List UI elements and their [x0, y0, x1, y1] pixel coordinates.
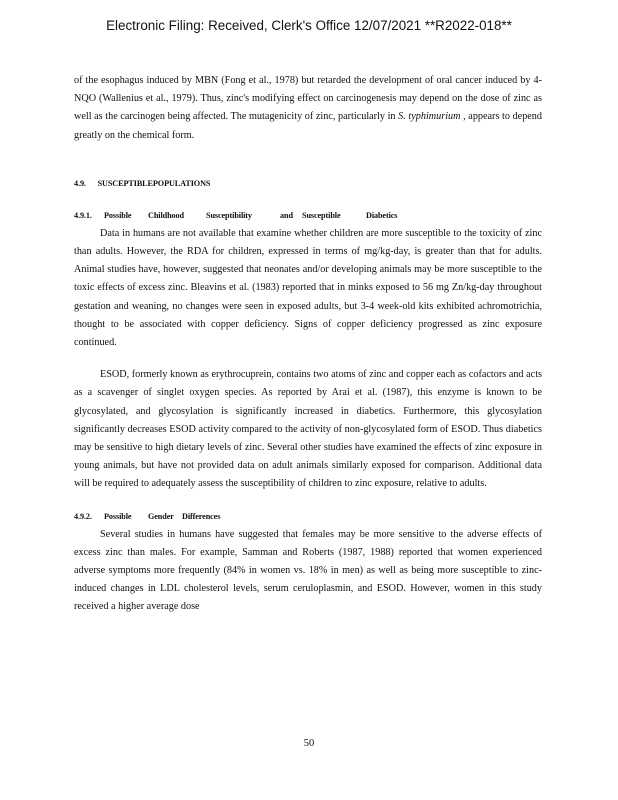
heading-word: Susceptibility	[206, 210, 252, 220]
paragraph-gender: Several studies in humans have suggested that females may be more sensitive to the adverse effects of excess zinc than males. For example, Samman and Roberts (1987, 1988) reported that women experienced adverse symptoms more frequently (84% in women vs. 18% in men) as well as being more susceptible to zinc-induced changes in LDL cholesterol levels, serum ceruloplasmin, and ESOD. However, women in this study received a higher average dose	[74, 528, 542, 613]
paragraph-carcinogenesis	[74, 72, 542, 145]
species-name: S. typhimurium	[398, 111, 461, 123]
section-heading-4-9-1	[74, 207, 542, 225]
heading-word: Differences	[182, 511, 221, 521]
heading-word: and	[280, 210, 293, 220]
heading-word: Possible	[104, 511, 132, 521]
spacer	[74, 145, 542, 175]
paragraph-childhood: Data in humans are not available that examine whether children are more susceptible to the toxicity of zinc than adults. However, the RDA for children, expressed in terms of mg/kg-day, is greater than that for adults. Animal studies have, however, suggested that neonates and/or developing animals may be more susceptible to the toxic effects of excess zinc. Bleavins et al. (1983) reported that in minks exposed to 56 mg Zn/kg-day throughout gestation and weaning, no changes were seen in exposed adults, but 3-4 week-old kits exhibited achromotrichia, thought to be associated with copper deficiency. Signs of copper deficiency progressed as zinc exposure continued.	[74, 227, 542, 349]
document-body	[74, 72, 542, 617]
section-number: 4.9.	[74, 178, 86, 188]
heading-word: Susceptible	[302, 210, 341, 220]
heading-word: Possible	[104, 210, 132, 220]
page-number: 50	[303, 738, 315, 749]
heading-word: Childhood	[148, 210, 184, 220]
heading-word: Diabetics	[366, 210, 398, 220]
heading-word: Gender	[148, 511, 174, 521]
section-title: SUSCEPTIBLEPOPULATIONS	[97, 178, 211, 188]
spacer	[74, 193, 542, 207]
section-heading-4-9	[74, 175, 542, 193]
paragraph-esod: ESOD, formerly known as erythrocuprein, contains two atoms of zinc and copper each as cofactors and acts as a scavenger of singlet oxygen species. As reported by Arai et al. (1987), this enzyme is known to be glycosylated, and glycosylation is significantly increased in diabetics. Furthermore, this glycosylation significantly decreases ESOD activity compared to the activity of non-glycosylated form of ESOD. Thus diabetics may be sensitive to high dietary levels of zinc. Several other studies have examined the effects of zinc exposure in young animals, but have not provided data on adult animals similarly exposed for comparison. Additional data will be required to adequately assess the susceptibility of children to zinc exposure, relative to adults.	[74, 369, 542, 490]
section-heading-4-9-2	[74, 508, 542, 526]
section-number: 4.9.1.	[74, 210, 92, 220]
paragraph-text-end: , appears to depend greatly on the chemical form.	[74, 111, 542, 141]
spacer	[74, 352, 542, 366]
filing-stamp: Electronic Filing: Received, Clerk's Office 12/07/2021 **R2022-018**	[106, 18, 512, 33]
paragraph-text: of the esophagus induced by MBN (Fong et al., 1978) but retarded the development of oral cancer induced by 4-NQO (Wallenius et al., 1979). Thus, zinc's modifying effect on carcinogenesis may depend on the dose of zinc as well as the carcinogen being affected. The mutagenicity of zinc, particularly in	[74, 75, 542, 123]
section-number: 4.9.2.	[74, 511, 92, 521]
spacer	[74, 494, 542, 508]
